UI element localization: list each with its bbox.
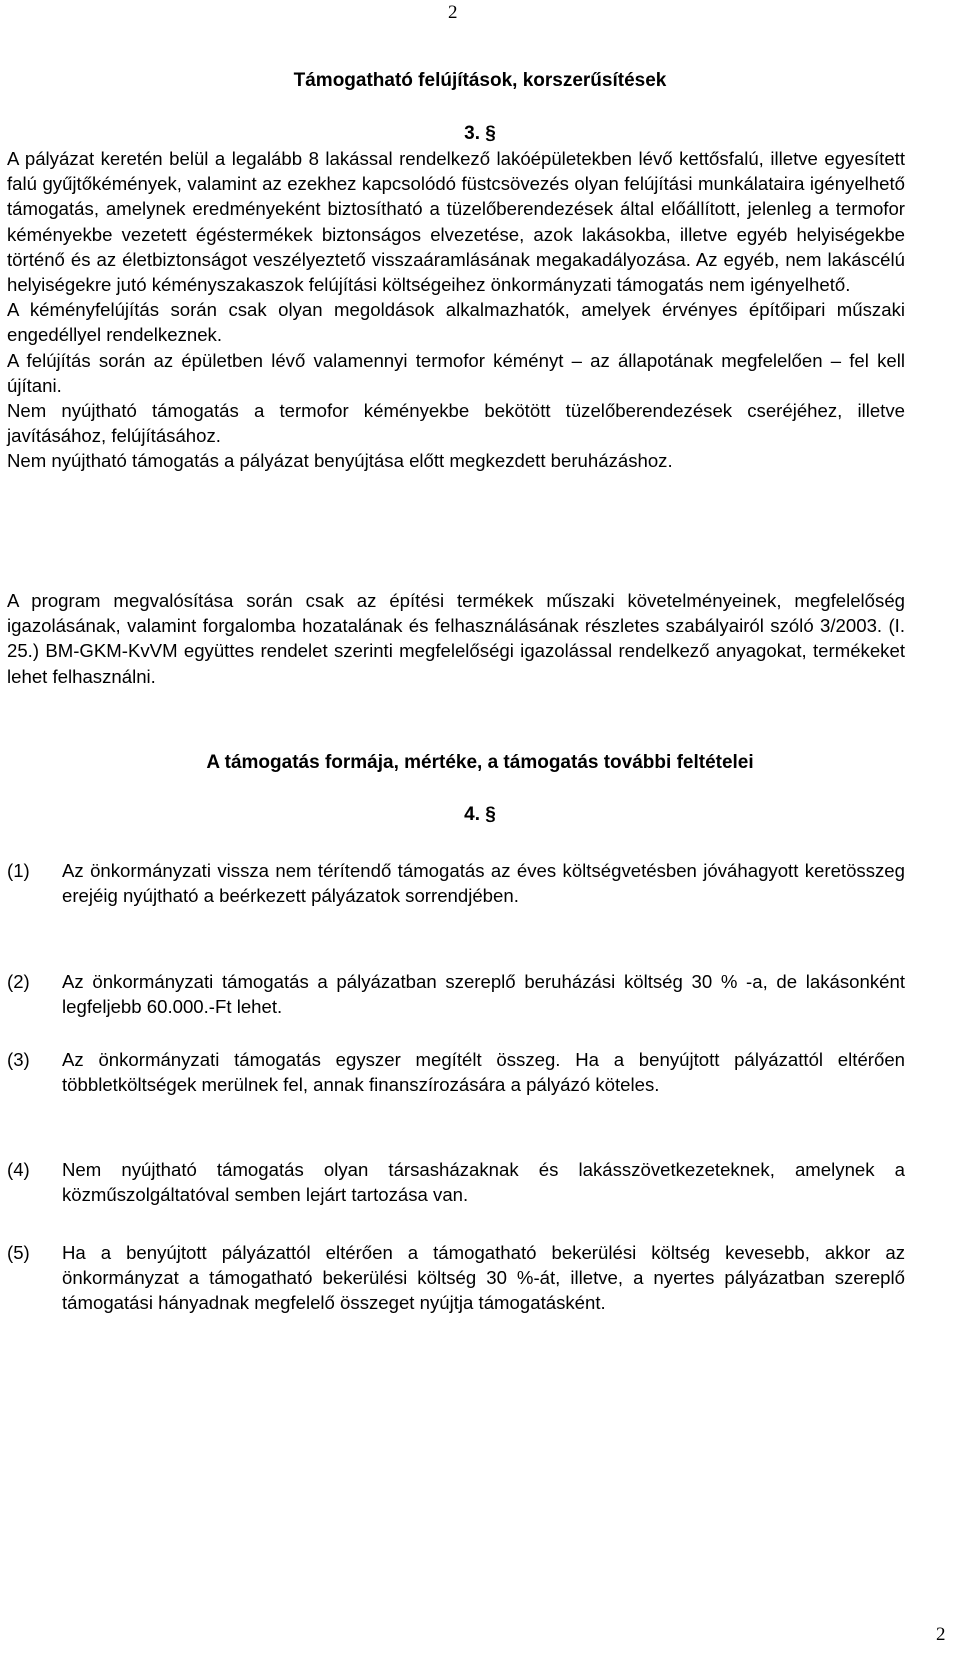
paragraph-program-materials: A program megvalósítása során csak az építési termékek műszaki követelményeinek, megfelelőség igazolásának, valamint forgalomba hozatalának és felhasználásának részletes szabályairól szóló 3/2003. (I. 25.) BM-GKM-KvVM együttes rendelet szerinti megfelelőségi igazolással rendelkező anyagokat, termékeket lehet felhasználni. xyxy=(7,590,905,687)
list-item xyxy=(7,1157,905,1207)
item-text: Az önkormányzati támogatás egyszer megítélt összeg. Ha a benyújtott pályázattól eltérően többletköltségek merülnek fel, annak finanszírozására a pályázó köteles. xyxy=(62,1049,905,1096)
item-number: (2) xyxy=(7,971,30,992)
page-number-bottom: 2 xyxy=(936,1624,946,1645)
section-3-heading: Támogatható felújítások, korszerűsítések xyxy=(293,70,667,91)
paragraph-permit: A kéményfelújítás során csak olyan megoldások alkalmazhatók, amelyek érvényes építőipari műszaki engedéllyel rendelkeznek. xyxy=(7,299,905,346)
section-4-heading: A támogatás formája, mértéke, a támogatás további feltételei xyxy=(206,752,754,773)
section-3-body xyxy=(7,146,905,474)
list-item xyxy=(7,969,905,1019)
page-number-top: 2 xyxy=(448,2,458,23)
list-item xyxy=(7,858,905,908)
item-text: Az önkormányzati támogatás a pályázatban szereplő beruházási költség 30 % -a, de lakásonként legfeljebb 60.000.-Ft lehet. xyxy=(62,971,905,1018)
item-number: (3) xyxy=(7,1049,30,1070)
item-number: (1) xyxy=(7,860,30,881)
paragraph-all-chimneys: A felújítás során az épületben lévő valamennyi termofor kéményt – az állapotának megfelelően – fel kell újítani. xyxy=(7,349,905,396)
item-text: Ha a benyújtott pályázattól eltérően a támogatható bekerülési költség kevesebb, akkor az önkormányzat a támogatható bekerülési költség 30 %-át, illetve, a nyertes pályázatban szereplő támogatási hányadnak megfelelő összeget nyújtja támogatásként. xyxy=(62,1242,905,1314)
paragraph-no-support-replacement: Nem nyújtható támogatás a termofor kéményekbe bekötött tüzelőberendezések cseréjéhez, illetve javításához, felújításához. xyxy=(7,400,905,447)
section-3-number: 3. § xyxy=(464,123,496,144)
section-4-number: 4. § xyxy=(464,804,496,825)
list-item xyxy=(7,1047,905,1097)
item-text: Nem nyújtható támogatás olyan társasházaknak és lakásszövetkezeteknek, amelynek a közműszolgáltatóval semben lejárt tartozása van. xyxy=(62,1159,905,1206)
item-number: (5) xyxy=(7,1242,30,1263)
item-number: (4) xyxy=(7,1159,30,1180)
list-item xyxy=(7,1240,905,1316)
paragraph-chimney-scope: A pályázat keretén belül a legalább 8 lakással rendelkező lakóépületekben lévő kettősfalú, illetve egyesített falú gyűjtőkémények, valamint az ezekhez kapcsolódó füstcsövezés olyan felújítási munkálataira igényelhető támogatás, amelynek eredményeként biztosítható a tüzelőberendezések által előállított, jelenleg a termofor kéményekbe vezetett égéstermékek biztonságos elvezetése, azok lakásokba, illetve egyéb helyiségekbe történő és az életbiztonságot veszélyeztető visszaáramlásának megakadályozása. Az egyéb, nem lakáscélú helyiségekre jutó kéményszakaszok felújítási költségeihez önkormányzati támogatás nem igényelhető. xyxy=(7,148,905,296)
paragraph-no-support-prior: Nem nyújtható támogatás a pályázat benyújtása előtt megkezdett beruházáshoz. xyxy=(7,450,673,472)
item-text: Az önkormányzati vissza nem térítendő támogatás az éves költségvetésben jóváhagyott keretösszeg erejéig nyújtható a beérkezett pályázatok sorrendjében. xyxy=(62,860,905,907)
